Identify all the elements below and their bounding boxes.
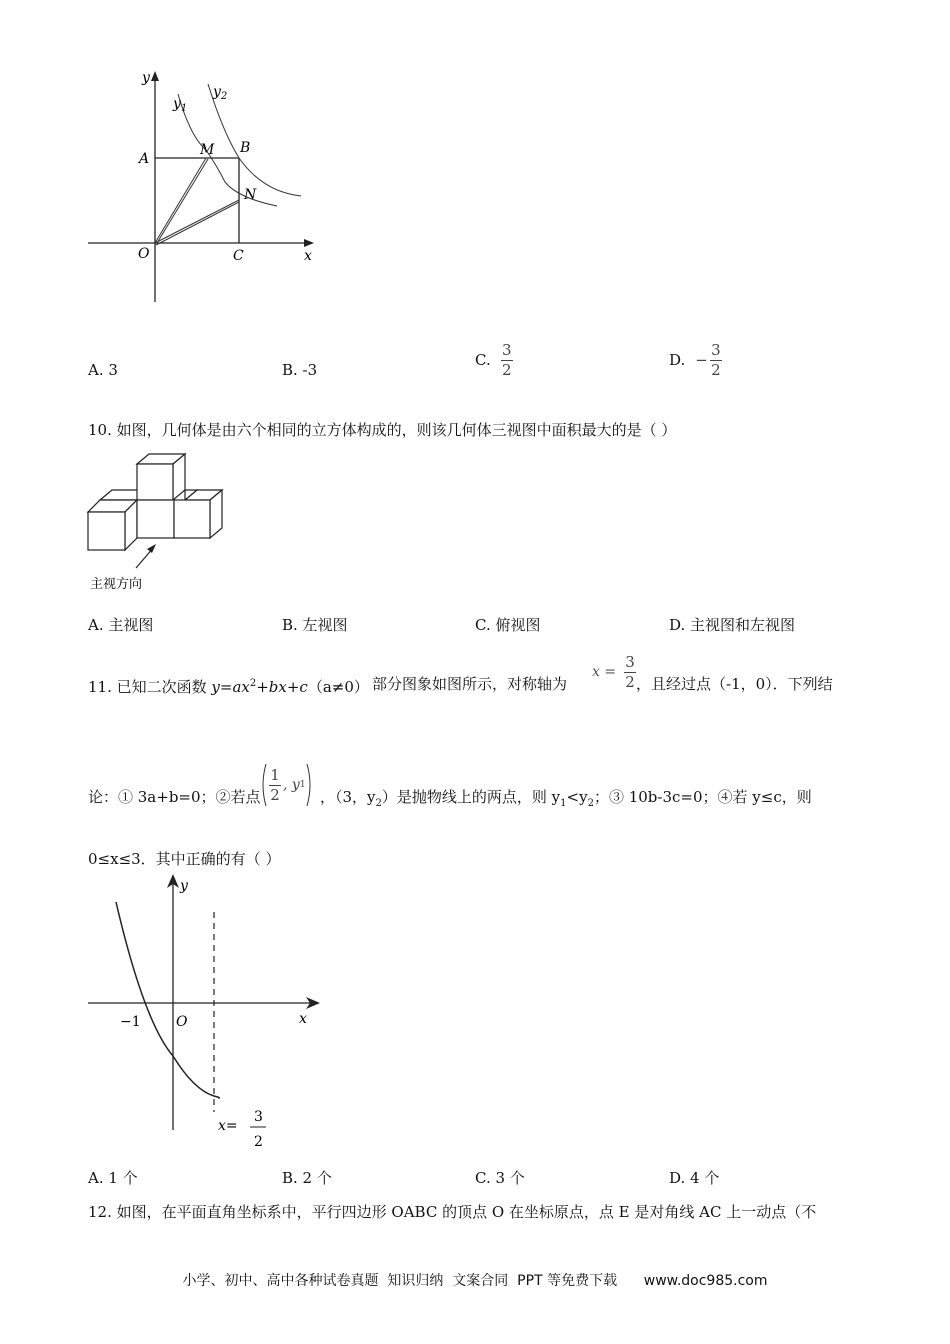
- q10-figure: [84, 450, 234, 600]
- q11-line1-left: 11. 已知二次函数 $y=ax^2+bx+c(a\ne 0)$: [88, 678, 369, 696]
- q11-x-axis-label: x: [299, 1011, 307, 1027]
- q9-point-a: A: [139, 151, 150, 167]
- q9-option-a[interactable]: A. 3: [88, 361, 118, 379]
- q9-figure: [80, 66, 330, 306]
- q12-stem: 12. 如图，在平面直角坐标系中，平行四边形 OABC 的顶点 O 在坐标原点，点 E 是对角线 AC 上一动点（不: [88, 1203, 817, 1221]
- q9-option-d-fraction: $\frac{3}{2}$: [711, 340, 721, 379]
- q9-option-d[interactable]: D. − $\frac{3}{2}$: [669, 340, 721, 379]
- q11-line2-left: 论：① 3a+b=0；②若点: [88, 788, 261, 806]
- q11-option-c[interactable]: C. 3 个: [475, 1169, 525, 1187]
- q10-option-c[interactable]: C. 俯视图: [475, 616, 541, 634]
- q10-option-a[interactable]: A. 主视图: [88, 616, 154, 634]
- q9-option-b[interactable]: B. -3: [282, 361, 318, 379]
- q9-point-c: C: [233, 248, 244, 264]
- q9-x-axis-label: x: [304, 248, 312, 264]
- q11-line1-right: ，且经过点（-1，0）．下列结: [636, 675, 833, 693]
- q11-axis-equation-label: x=: [218, 1118, 238, 1134]
- q9-origin-label: O: [138, 246, 150, 262]
- q11-option-b[interactable]: B. 2 个: [282, 1169, 332, 1187]
- q11-option-d[interactable]: D. 4 个: [669, 1169, 720, 1187]
- q11-line3: 0≤x≤3．其中正确的有（ ）: [88, 850, 281, 868]
- q9-y-axis-label: y: [142, 70, 150, 86]
- q10-option-d[interactable]: D. 主视图和左视图: [669, 616, 796, 634]
- q11-parabola-figure: [84, 872, 334, 1157]
- q10-stem: 10. 如图，几何体是由六个相同的立方体构成的，则该几何体三视图中面积最大的是（ ）: [88, 421, 677, 439]
- q11-minus-one-label: −1: [120, 1014, 141, 1030]
- q11-axis-equation-den: 2: [254, 1134, 263, 1150]
- q9-point-b: B: [240, 140, 251, 156]
- q9-point-m: M: [200, 142, 215, 158]
- q9-option-c-fraction: $\frac{3}{2}$: [501, 340, 512, 379]
- q11-axis-equation-num: 3: [254, 1109, 263, 1125]
- q10-view-direction-label: 主视方向: [90, 577, 143, 592]
- q11-line2-right: ，（3，$y_2$）是抛物线上的两点，则 $y_1<y_2$；③ 10b-3c=0；④若 y≤c，则: [320, 788, 812, 809]
- q11-point-one-half: $\frac{1}{2}$ , y 1: [259, 762, 314, 808]
- q11-line1-mid: 部分图象如图所示，对称轴为: [372, 675, 568, 693]
- q9-curve1-label: $y_1$: [173, 96, 188, 114]
- q11-origin-label: O: [176, 1014, 188, 1030]
- page-footer: 小学、初中、高中各种试卷真题 知识归纳 文案合同 PPT 等免费下载 www.doc985.com: [182, 1273, 768, 1289]
- q9-option-c[interactable]: C. $\frac{3}{2}$: [475, 340, 512, 379]
- q9-curve2-label: $y_2$: [213, 84, 228, 102]
- q9-point-n: N: [244, 187, 257, 203]
- q10-option-b[interactable]: B. 左视图: [282, 616, 348, 634]
- q11-y-axis-label: y: [180, 878, 188, 894]
- q11-symmetry-axis: x = $\frac{3}{2}$: [592, 652, 635, 691]
- q11-option-a[interactable]: A. 1 个: [88, 1169, 138, 1187]
